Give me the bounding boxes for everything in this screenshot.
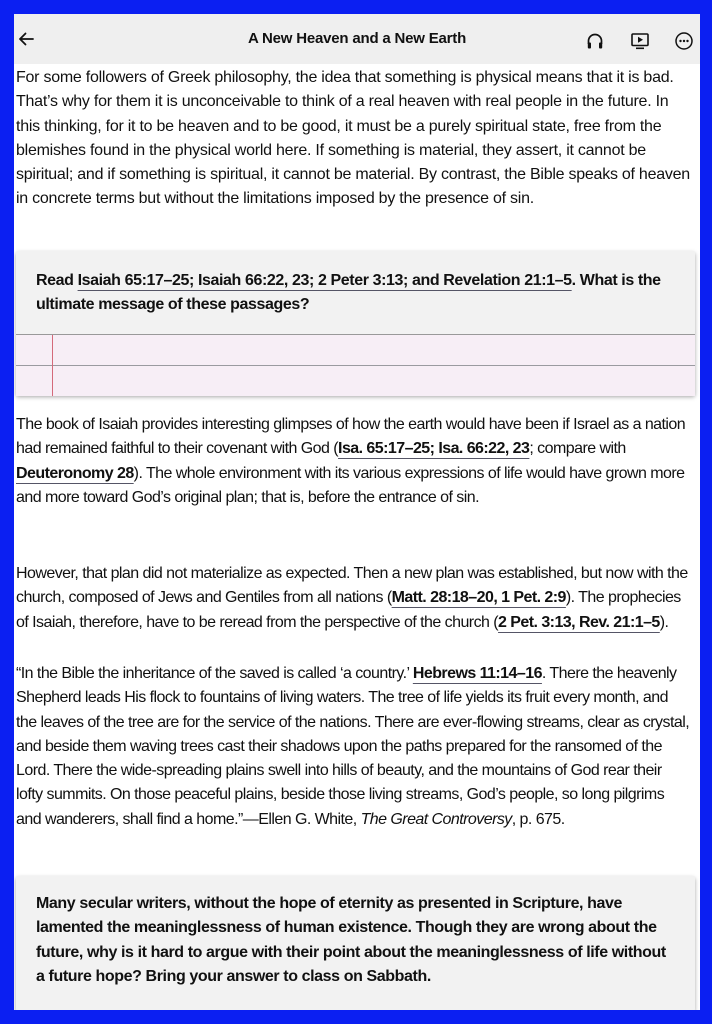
scripture-link[interactable]: Matt. 28:18–20, 1 Pet. 2:9 [391, 589, 566, 607]
discussion-card [16, 876, 695, 1010]
text: ). The whole environment with its various expressions of life would have grown more and more toward God’s original plan; that is, before the entrance of sin. [16, 464, 685, 506]
more-options-icon[interactable] [674, 31, 694, 51]
page-title: A New Heaven and a New Earth [247, 30, 467, 47]
ruled-line [16, 365, 695, 366]
text: However, that plan did not materialize as expected. Then a new plan was established, but now with the church, composed of Jews and Gentiles from all nations ( [16, 565, 688, 607]
headphones-icon[interactable] [585, 31, 605, 51]
margin-line [52, 335, 53, 396]
reader-screen [14, 14, 700, 1010]
question-card [16, 251, 695, 395]
text: . There the heavenly Shepherd leads His flock to fountains of living waters. The tree of life yields its fruit every month, and the leaves of the tree are for the service of the nations. There are ever-flowing streams, clear as crystal, and beside them waving trees cast their shadows upon the paths prepared for the ransomed of the Lord. There the wide-spreading plains swell into hills of beauty, and the mountains of God rear their lofty summits. On those peaceful plains, beside those living streams, God’s people, so long pilgrims and wanderers, shall find a home.”—Ellen G. White, [16, 665, 690, 828]
text: . What is the ultimate message of these passages? [36, 272, 661, 314]
text: The book of Isaiah provides interesting glimpses of how the earth would have been if Israel as a nation had remained faithful to their covenant with God ( [16, 416, 686, 458]
text: “In the Bible the inheritance of the saved is called ‘a country.’ [16, 665, 413, 682]
text: ). The prophecies of Isaiah, therefore, have to be reread from the perspective of the church ( [16, 589, 681, 631]
paragraph-quote [16, 662, 692, 832]
scripture-link[interactable]: Hebrews 11:14–16 [412, 665, 542, 682]
text: ). [659, 613, 669, 631]
text: ; compare with [529, 440, 626, 458]
paragraph-new-plan [16, 562, 692, 635]
scripture-link[interactable]: 2 Pet. 3:13, Rev. 21:1–5 [498, 613, 660, 631]
question-text [36, 269, 675, 318]
text: , p. 675. [511, 810, 565, 828]
paragraph-isaiah [16, 413, 692, 510]
paragraph-intro: For some followers of Greek philosophy, the idea that something is physical means that it is bad. That’s why for them it is unconceivable to think of a real heaven with real people in the future. In this thinking, for it to be heaven and to be good, it must be a purely spiritual state, free from the blemishes found in the physical world here. If something is material, they assert, it cannot be spiritual; and if something is spiritual, it cannot be material. By contrast, the Bible speaks of heaven in concrete terms but without the limitations imposed by the presence of sin. [16, 69, 690, 208]
video-play-icon[interactable] [630, 31, 650, 51]
scripture-link[interactable]: Deuteronomy 28 [16, 464, 134, 482]
answer-input[interactable] [16, 334, 695, 396]
scripture-link[interactable]: Isa. 65:17–25; Isa. 66:22, 23 [338, 440, 530, 458]
text: Read [36, 272, 78, 289]
discussion-question-text: Many secular writers, without the hope of eternity as presented in Scripture, have lamented the meaninglessness of human existence. Though they are wrong about the future, why is it hard to argue with their point about the meaninglessness of life without a future hope? Bring your answer to class on Sabbath. [36, 895, 666, 985]
book-title: The Great Controversy [360, 810, 512, 828]
top-bar [14, 14, 700, 64]
scripture-link[interactable]: Isaiah 65:17–25; Isaiah 66:22, 23; 2 Peter 3:13; and Revelation 21:1–5 [77, 272, 572, 289]
